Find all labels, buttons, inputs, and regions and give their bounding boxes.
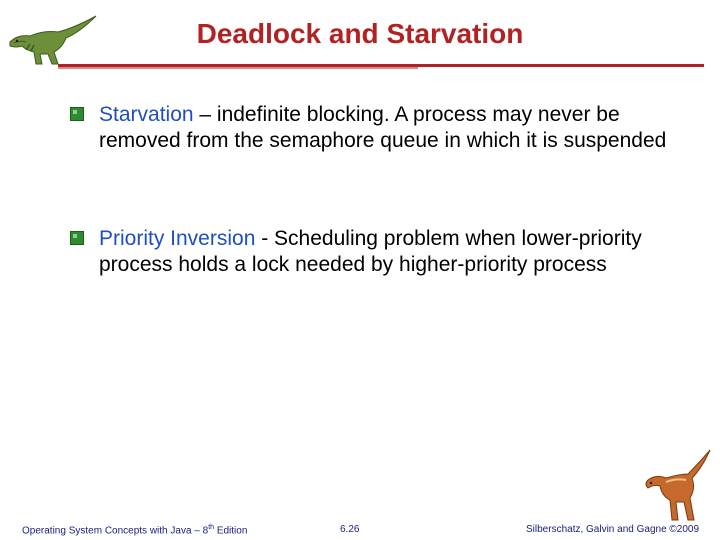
bullet-body: - Scheduling problem when lower-priority process holds a lock needed by higher-priority process [99, 227, 642, 276]
bullet-text [99, 226, 690, 278]
footer-book-title-text: Operating System Concepts with Java – 8 [22, 525, 209, 537]
bullet-square-icon [70, 107, 84, 121]
bullet-text [99, 102, 690, 154]
bullet-starvation [70, 102, 690, 154]
footer-copyright: Silberschatz, Galvin and Gagne ©2009 [526, 524, 700, 535]
footer-page-number: 6.26 [340, 524, 360, 535]
bullet-body: – indefinite blocking. A process may never be removed from the semaphore queue in which it is suspended [99, 103, 667, 152]
bullet-square-icon [70, 231, 84, 245]
footer-edition-superscript: th [208, 524, 215, 531]
dinosaur-mascot-icon [636, 448, 712, 529]
slide-title: Deadlock and Starvation [196, 18, 524, 49]
footer-book-title [22, 524, 247, 536]
bullet-term: Starvation [99, 103, 194, 126]
footer-edition-suffix: Edition [214, 525, 248, 537]
bullet-priority-inversion [70, 226, 690, 278]
bullet-term: Priority Inversion [99, 227, 256, 250]
title-rule-shadow [58, 67, 418, 69]
